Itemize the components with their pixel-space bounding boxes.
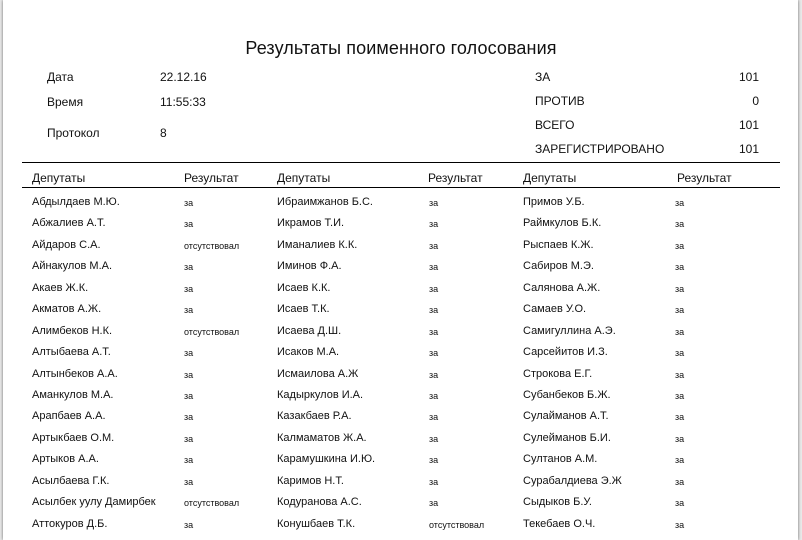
vote-result: за	[675, 412, 685, 423]
table-row	[277, 453, 484, 474]
deputy-name: Исаев Т.К.	[277, 303, 330, 316]
deputy-name: Айдаров С.А.	[32, 238, 101, 251]
table-header-rule	[22, 187, 780, 188]
vote-result: за	[184, 476, 194, 487]
vote-result: за	[675, 476, 685, 487]
vote-result: за	[184, 283, 194, 294]
deputy-name: Раймкулов Б.К.	[523, 217, 602, 230]
vote-result: за	[429, 198, 439, 208]
deputy-name: Рыспаев К.Ж.	[523, 238, 594, 251]
header-result-3: Результат	[677, 171, 732, 185]
table-row	[32, 518, 239, 539]
header-deputies-1: Депутаты	[32, 171, 86, 185]
deputy-name: Алимбеков Н.К.	[32, 324, 113, 337]
table-row	[277, 389, 484, 410]
vote-result: за	[675, 498, 685, 509]
vote-result: за	[675, 305, 685, 316]
deputy-name: Сурабалдиева Э.Ж	[523, 474, 622, 487]
protocol-value: 8	[160, 126, 167, 140]
vote-result: за	[429, 305, 439, 316]
table-row	[32, 217, 239, 238]
table-row	[523, 389, 684, 410]
deputy-name: Каримов Н.Т.	[277, 474, 344, 487]
table-top-rule	[22, 162, 780, 163]
table-row	[523, 410, 684, 431]
deputy-name: Субанбеков Б.Ж.	[523, 388, 611, 401]
vote-result: за	[675, 198, 685, 208]
vote-result: за	[675, 348, 685, 359]
table-row	[523, 346, 684, 367]
header-result-1: Результат	[184, 171, 239, 185]
vote-result: за	[675, 433, 685, 444]
deputy-name: Салянова А.Ж.	[523, 281, 601, 294]
header-deputies-2: Депутаты	[277, 171, 331, 185]
table-row	[277, 282, 484, 303]
table-row	[32, 496, 239, 517]
table-row	[32, 346, 239, 367]
deputy-name: Примов У.Б.	[523, 196, 585, 208]
for-label: ЗА	[535, 70, 551, 84]
deputy-name: Аманкулов М.А.	[32, 388, 114, 401]
deputy-name: Айнакулов М.А.	[32, 260, 113, 273]
vote-result: за	[184, 219, 194, 230]
deputy-name: Казакбаев Р.А.	[277, 410, 352, 423]
vote-result: отсутствовал	[184, 326, 240, 337]
vote-result: за	[429, 455, 439, 466]
deputy-name: Акматов А.Ж.	[32, 303, 102, 316]
time-value: 11:55:33	[160, 95, 206, 109]
total-label: ВСЕГО	[535, 118, 575, 132]
deputy-name: Самаев У.О.	[523, 303, 587, 316]
deputy-name: Абжалиев А.Т.	[32, 217, 106, 230]
table-row	[523, 303, 684, 324]
deputy-name: Иманалиев К.К.	[277, 238, 358, 251]
table-row	[523, 518, 684, 539]
vote-result: за	[429, 369, 439, 380]
table-row	[32, 303, 239, 324]
vote-result: за	[184, 412, 194, 423]
vote-result: за	[184, 390, 194, 401]
vote-result: за	[675, 262, 685, 273]
table-row	[277, 496, 484, 517]
vote-result: за	[675, 369, 685, 380]
against-value: 0	[752, 94, 759, 108]
vote-result: за	[429, 498, 439, 509]
deputy-name: Сулайманов А.Т.	[523, 410, 609, 423]
against-label: ПРОТИВ	[535, 94, 585, 108]
deputy-name: Текебаев О.Ч.	[523, 517, 596, 530]
table-row	[32, 453, 239, 474]
vote-result: за	[429, 326, 439, 337]
table-row	[277, 410, 484, 431]
vote-result: за	[429, 433, 439, 444]
vote-result: за	[184, 262, 194, 273]
table-row	[277, 325, 484, 346]
table-row	[277, 260, 484, 281]
vote-result: за	[675, 219, 685, 230]
deputy-name: Иминов Ф.А.	[277, 260, 342, 273]
time-label: Время	[47, 95, 84, 109]
vote-result: за	[429, 348, 439, 359]
total-value: 101	[738, 118, 759, 132]
vote-result: за	[675, 326, 685, 337]
deputy-name: Асылбек уулу Дамирбек	[32, 496, 156, 509]
table-row	[277, 346, 484, 367]
deputy-name: Конушбаев Т.К.	[277, 517, 356, 530]
table-row	[523, 217, 684, 238]
deputy-name: Арапбаев А.А.	[32, 410, 106, 423]
deputy-name: Икрамов Т.И.	[277, 217, 345, 230]
deputy-name: Акаев Ж.К.	[32, 281, 89, 294]
vote-result: за	[675, 283, 685, 294]
table-row	[277, 432, 484, 453]
vote-result: за	[429, 240, 439, 251]
vote-result: за	[675, 390, 685, 401]
table-row	[523, 239, 684, 260]
table-column-group-1	[32, 196, 239, 539]
vote-result: за	[184, 455, 194, 466]
deputy-name: Артыкбаев О.М.	[32, 431, 115, 444]
header-deputies-3: Депутаты	[523, 171, 577, 185]
vote-result: отсутствовал	[184, 498, 240, 509]
report-title: Результаты поименного голосования	[245, 38, 557, 58]
vote-result: за	[675, 240, 685, 251]
deputy-name: Строкова Е.Г.	[523, 367, 593, 380]
table-row	[277, 239, 484, 260]
table-row	[277, 368, 484, 389]
deputy-name: Кодуранова А.С.	[277, 496, 362, 509]
table-row	[277, 196, 484, 217]
deputy-name: Сабиров М.Э.	[523, 260, 594, 273]
protocol-label: Протокол	[47, 126, 100, 140]
date-value: 22.12.16	[160, 70, 207, 84]
deputy-name: Алтынбеков А.А.	[32, 367, 118, 380]
deputy-name: Алтыбаева А.Т.	[32, 346, 111, 359]
table-row	[32, 368, 239, 389]
table-row	[32, 475, 239, 496]
deputy-name: Сарсейитов И.З.	[523, 346, 608, 359]
deputy-name: Кадыркулов И.А.	[277, 388, 364, 401]
table-row	[32, 325, 239, 346]
table-row	[32, 260, 239, 281]
table-row	[277, 217, 484, 238]
deputy-name: Исаева Д.Ш.	[277, 324, 342, 337]
deputy-name: Исмаилова А.Ж	[277, 367, 359, 380]
table-column-group-2	[277, 196, 484, 539]
table-row	[523, 368, 684, 389]
deputy-name: Самигуллина А.Э.	[523, 324, 616, 337]
deputy-name: Аттокуров Д.Б.	[32, 517, 108, 530]
vote-result: за	[675, 519, 685, 530]
vote-result: за	[429, 476, 439, 487]
vote-result: за	[675, 455, 685, 466]
deputy-name: Калмаматов Ж.А.	[277, 431, 367, 444]
table-row	[523, 282, 684, 303]
deputy-name: Исаев К.К.	[277, 281, 331, 294]
header-result-2: Результат	[428, 171, 483, 185]
table-row	[523, 260, 684, 281]
vote-result: отсутствовал	[184, 240, 240, 251]
deputy-name: Султанов А.М.	[523, 453, 598, 466]
table-row	[523, 475, 684, 496]
table-row	[32, 432, 239, 453]
table-row	[32, 282, 239, 303]
table-column-group-3	[523, 196, 684, 539]
vote-result: за	[184, 348, 194, 359]
table-row	[277, 475, 484, 496]
table-row	[277, 303, 484, 324]
registered-label: ЗАРЕГИСТРИРОВАНО	[535, 142, 665, 156]
vote-result: отсутствовал	[429, 519, 485, 530]
for-value: 101	[738, 70, 759, 84]
deputy-name: Сыдыков Б.У.	[523, 496, 592, 509]
deputy-name: Асылбаева Г.К.	[32, 474, 110, 487]
deputy-name: Карамушкина И.Ю.	[277, 453, 376, 466]
vote-result: за	[429, 262, 439, 273]
deputy-name: Ибраимжанов Б.С.	[277, 196, 373, 208]
vote-result: за	[429, 283, 439, 294]
table-row	[32, 239, 239, 260]
table-row	[32, 196, 239, 217]
vote-result: за	[184, 433, 194, 444]
table-row	[523, 325, 684, 346]
table-row	[523, 196, 684, 217]
vote-result: за	[184, 519, 194, 530]
table-row	[277, 518, 484, 539]
deputy-name: Сулейманов Б.И.	[523, 431, 611, 444]
table-row	[523, 453, 684, 474]
vote-result: за	[184, 305, 194, 316]
table-row	[523, 496, 684, 517]
table-row	[523, 432, 684, 453]
vote-result: за	[429, 412, 439, 423]
table-row	[32, 410, 239, 431]
deputy-name: Исаков М.А.	[277, 346, 340, 359]
vote-result: за	[184, 198, 194, 208]
vote-result: за	[429, 219, 439, 230]
table-row	[32, 389, 239, 410]
vote-result: за	[184, 369, 194, 380]
deputy-name: Абдылдаев М.Ю.	[32, 196, 120, 208]
deputy-name: Артыков А.А.	[32, 453, 99, 466]
date-label: Дата	[47, 70, 74, 84]
vote-result: за	[429, 390, 439, 401]
registered-value: 101	[738, 142, 759, 156]
